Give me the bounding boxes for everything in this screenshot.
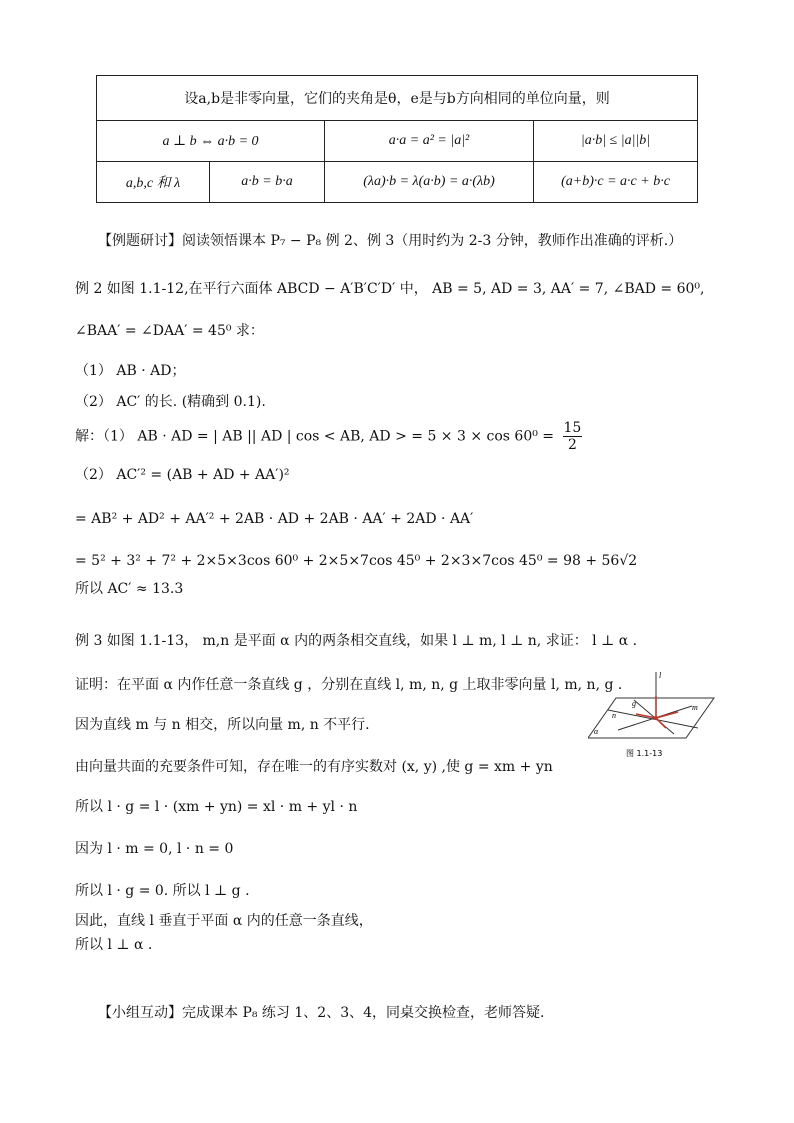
proof-line-3: 由向量共面的充要条件可知，存在唯一的有序实数对 (x, y) ,使 g = xm + yn [75,759,553,775]
table-cell: a·b = b·a [210,162,325,203]
proof-line-1: 证明：在平面 α 内作任意一条直线 g ，分别在直线 l, m, n, g 上取非零向量 l, m, n, g . [75,677,623,693]
solution-1 [75,420,582,453]
example-2-condition: ∠BAA′ = ∠DAA′ = 45⁰ 求： [75,323,264,339]
question-1: （1） AB · AD； [75,363,186,379]
example-3-statement: 例 3 如图 1.1-13， m,n 是平面 α 内的两条相交直线，如果 l ⊥ m, l ⊥ n, 求证： l ⊥ α . [75,633,638,649]
table-cell: |a·b| ≤ |a||b| [534,121,698,162]
proof-line-8: 所以 l ⊥ α . [75,937,153,953]
proof-line-4: 所以 l · g = l · (xm + yn) = xl · m + yl · n [75,799,358,815]
table-header: 设a,b是非零向量，它们的夹角是θ，e是与b方向相同的单位向量，则 [97,76,698,121]
group-activity: 【小组互动】完成课本 P₈ 练习 1、2、3、4，同桌交换检查，老师答疑. [98,1005,545,1021]
label-n: n [612,711,616,720]
label-alpha: α [594,727,599,736]
fraction-denominator: 2 [567,437,577,453]
solution-calculation: = 5² + 3² + 7² + 2×5×3cos 60⁰ + 2×5×7cos 45⁰ + 2×3×7cos 45⁰ = 98 + 56√2 [75,553,638,569]
study-instruction: 【例题研讨】阅读领悟课本 P₇ − P₈ 例 2、例 3（用时约为 2-3 分钟，教师作出准确的评析.） [98,233,683,249]
proof-line-6: 所以 l · g = 0. 所以 l ⊥ g . [75,883,250,899]
proof-line-7: 因此，直线 l 垂直于平面 α 内的任意一条直线， [75,913,373,929]
proof-line-2: 因为直线 m 与 n 相交，所以向量 m, n 不平行. [75,717,370,733]
solution-2: （2） AC′² = (AB + AD + AA′)² [75,467,290,483]
table-cell: (a+b)·c = a·c + b·c [534,162,698,203]
solution-expansion: = AB² + AD² + AA′² + 2AB · AD + 2AB · AA′ + 2AD · AA′ [75,511,474,527]
label-l: l [659,671,662,680]
vector-m-arrow [656,712,678,718]
intersection-point [654,716,658,720]
table-cell: a,b,c 和 λ [97,162,210,203]
table-cell: a ⊥ b ⇔ a·b = 0 [97,121,325,162]
plane-figure-svg [588,670,718,762]
vector-g-arrow [656,718,666,728]
question-2: （2） AC′ 的长. (精确到 0.1). [75,394,266,410]
example-2-statement: 例 2 如图 1.1-12,在平行六面体 ABCD − A′B′C′D′ 中， AB = 5, AD = 3, AA′ = 7, ∠BAD = 60⁰, [75,281,705,297]
proof-line-5: 因为 l · m = 0, l · n = 0 [75,841,234,857]
label-g: g [632,699,636,708]
figure-1-1-13 [588,670,718,762]
table-cell: a·a = a² = |a|² [325,121,534,162]
solution-1-text: 解：（1） AB · AD = | AB || AD | cos < AB, AD > = 5 × 3 × cos 60⁰ = [75,428,555,445]
figure-caption: 图 1.1-13 [626,749,663,758]
table-cell: (λa)·b = λ(a·b) = a·(λb) [325,162,534,203]
fraction-numerator: 15 [563,420,582,436]
fraction [563,420,583,453]
properties-table [96,75,698,203]
solution-result: 所以 AC′ ≈ 13.3 [75,581,184,597]
label-m: m [692,703,698,712]
